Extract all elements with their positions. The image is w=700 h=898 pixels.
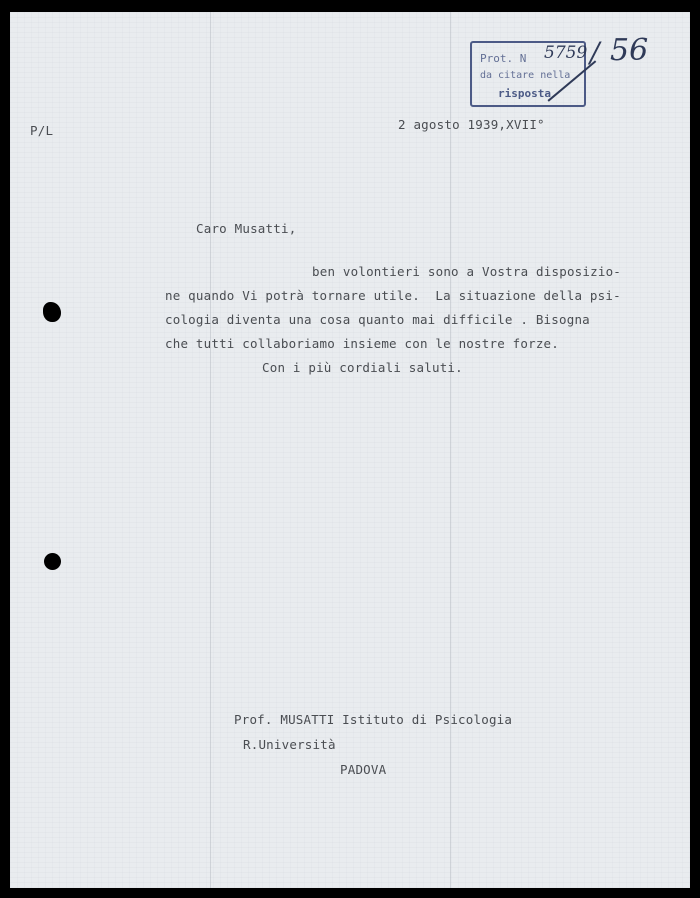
salutation: Caro Musatti, [196, 221, 297, 236]
body-line: ne quando Vi potrà tornare utile. La situazione della psi- [165, 288, 621, 303]
punch-hole-icon [44, 553, 61, 570]
body-line: ben volontieri sono a Vostra disposizio- [312, 264, 622, 279]
recipient-line: Prof. MUSATTI Istituto di Psicologia [234, 712, 513, 727]
body-line: cologia diventa una cosa quanto mai difficile . Bisogna [165, 312, 590, 327]
stamp-line: da citare nella [480, 70, 571, 81]
paper-fold-line [450, 12, 451, 888]
punch-hole-icon [43, 302, 61, 322]
protocol-number: 5759 [544, 43, 588, 63]
letter-page [10, 12, 690, 888]
stamp-line: Prot. N [480, 52, 527, 65]
recipient-line: R.Università [243, 737, 336, 752]
stamp-line: risposta [498, 87, 551, 100]
handwritten-reference: 56 [610, 33, 649, 68]
body-line: che tutti collaboriamo insieme con le nostre forze. [165, 336, 560, 351]
recipient-city: PADOVA [340, 762, 387, 777]
reference-code: P/L [30, 123, 54, 138]
handwritten-slash: / [590, 36, 600, 69]
closing: Con i più cordiali saluti. [262, 360, 463, 375]
paper-fold-line [210, 12, 211, 888]
letter-date: 2 agosto 1939,XVII° [398, 117, 545, 132]
